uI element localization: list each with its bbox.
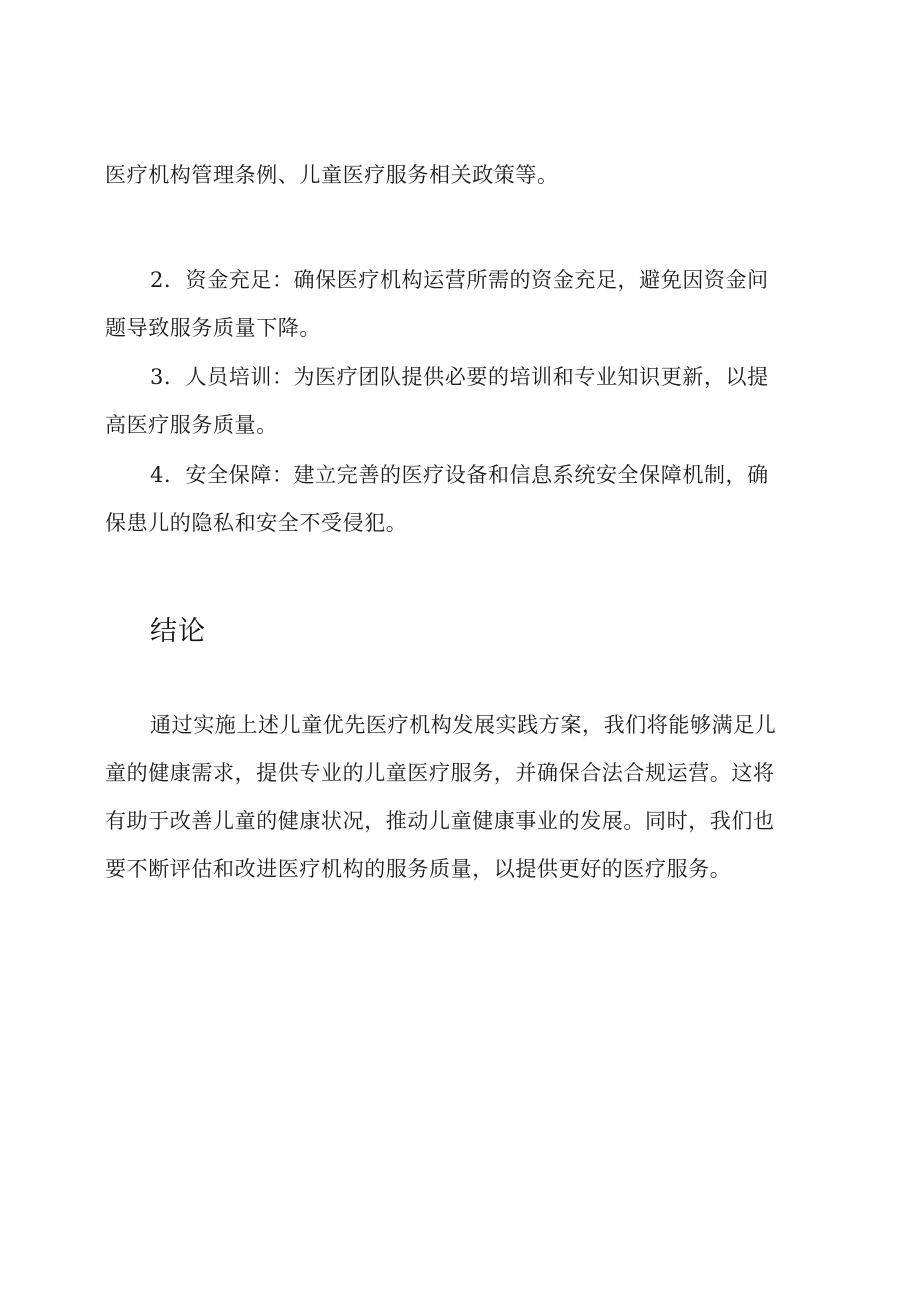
list-item-funding-line2: 题导致服务质量下降。 xyxy=(105,316,321,340)
conclusion-heading: 结论 xyxy=(150,616,206,647)
list-item-training-line2: 高医疗服务质量。 xyxy=(105,413,278,437)
list-item-training-line1: 3．人员培训：为医疗团队提供必要的培训和专业知识更新，以提 xyxy=(150,365,769,389)
conclusion-line-3: 有助于改善儿童的健康状况，推动儿童健康事业的发展。同时，我们也 xyxy=(105,809,775,833)
list-item-security-line1: 4．安全保障：建立完善的医疗设备和信息系统安全保障机制，确 xyxy=(150,463,769,487)
list-item-funding-line1: 2．资金充足：确保医疗机构运营所需的资金充足，避免因资金问 xyxy=(150,268,769,292)
conclusion-line-2: 童的健康需求，提供专业的儿童医疗服务，并确保合法合规运营。这将 xyxy=(105,761,775,785)
conclusion-line-4: 要不断评估和改进医疗机构的服务质量，以提供更好的医疗服务。 xyxy=(105,857,732,881)
conclusion-line-1: 通过实施上述儿童优先医疗机构发展实践方案，我们将能够满足儿 xyxy=(150,713,777,737)
continuation-paragraph: 医疗机构管理条例、儿童医疗服务相关政策等。 xyxy=(105,163,559,187)
list-item-security-line2: 保患儿的隐私和安全不受侵犯。 xyxy=(105,511,408,535)
